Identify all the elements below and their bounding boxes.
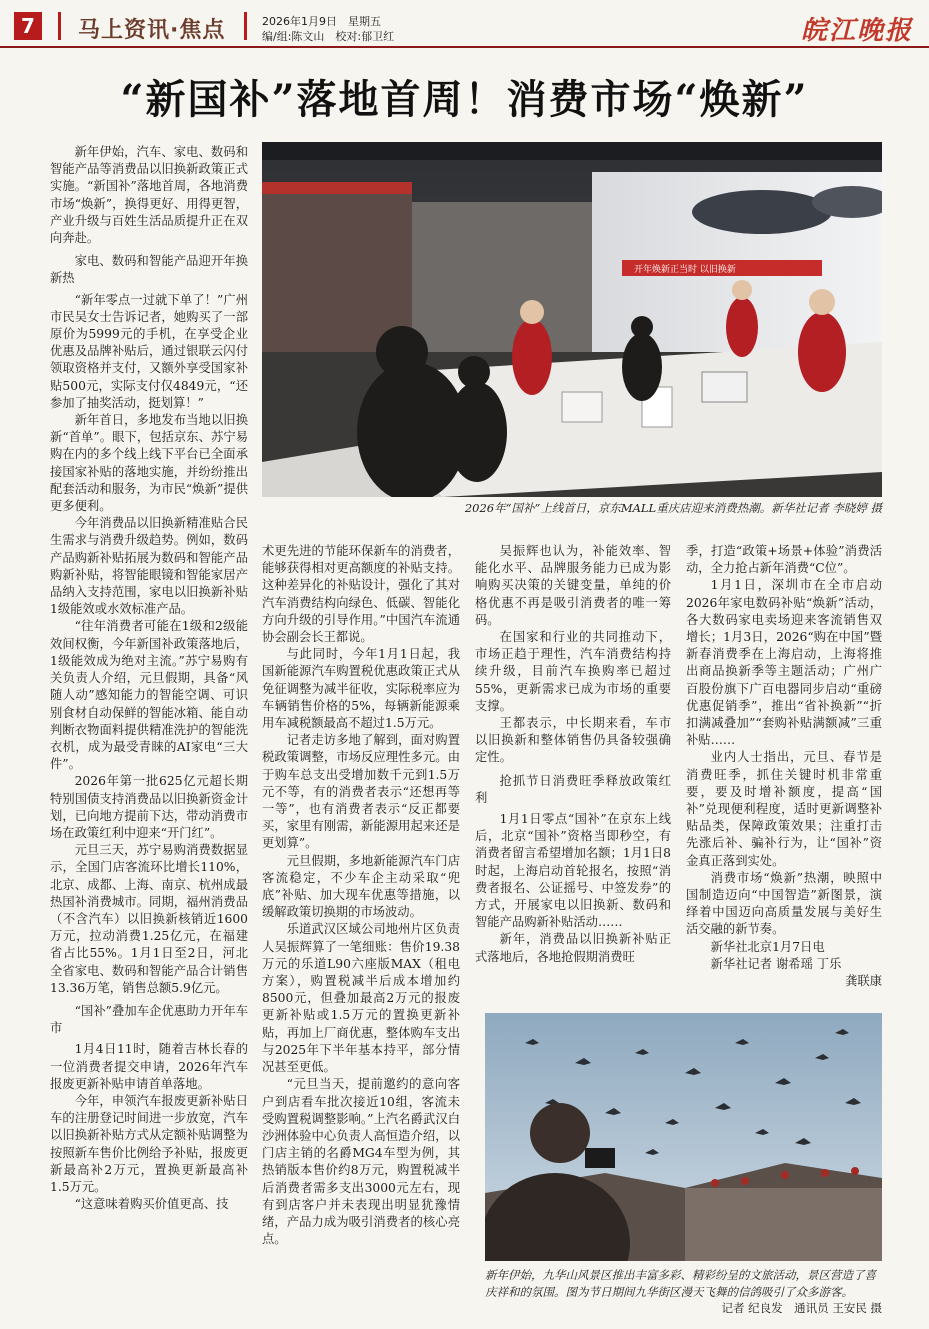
- paragraph: 消费市场“焕新”热潮，映照中国制造迈向“中国智造”新图景，演绎着中国迈向高质量发展与美好生活交融的新节奏。: [686, 870, 882, 937]
- paragraph: 新年首日，多地发布当地以旧换新“首单”。眼下，包括京东、苏宁易购在内的多个线上线下平台已全面承接国家补贴的落地实施，并纷纷推出配套活动和服务，为市民“焕新”提供更多便利。: [50, 413, 248, 514]
- article-column-4: [686, 543, 882, 990]
- paragraph: 1月1日，深圳市在全市启动2026年家电数码补贴“焕新”活动，各大数码家电卖场迎来客流销售双增长；1月3日，2026“购在中国”暨新春消费季在上海启动，上海将推出商品换新季等主题活动；广州广百股份旗下广百电器同步启动“重磅优惠促销季”，推出“省补换新”“折扣满减叠加”“套购补贴满额减”三重补贴……: [686, 578, 882, 748]
- paragraph: “元旦当天，提前邀约的意向客户到店看车批次接近10组，客流未受购置税调整影响。”上汽名爵武汉白沙洲体验中心负责人高恒造介绍，以门店主销的名爵MG4车型为例，其热销版本售价约8万元，购置税减半后消费者需多支出3000元左右，现有到店客户并未表现出明显犹豫情绪，产品力成为吸引消费者的核心亮点。: [262, 1077, 460, 1247]
- store-photo-image: [262, 142, 882, 497]
- section-title: 马上资讯·焦点: [78, 18, 226, 43]
- pigeons-photo: [485, 1013, 882, 1261]
- paragraph: 业内人士指出，元旦、春节是消费旺季，抓住关键时机非常重要，要及时增补额度，提高“国补”兑现便利程度，适时更新调整补贴品类，保障政策效果；注重打击先涨后补、骗补行为，让“国补”资金真正落到实处。: [686, 750, 882, 868]
- subheading: “国补”叠加车企优惠助力开年车市: [50, 1003, 248, 1036]
- paragraph: 术更先进的节能环保新车的消费者，能够获得相对更高额度的补贴支持。这种差异化的补贴设计，强化了其对汽车消费结构向绿色、低碳、智能化方向升级的引导作用。”中国汽车流通协会副会长王都说。: [262, 544, 460, 645]
- paragraph: 吴振辉也认为，补能效率、智能化水平、品牌服务能力已成为影响购买决策的关键变量，单纯的价格优惠不再是吸引消费者的唯一筹码。: [475, 544, 671, 627]
- paragraph: 元旦假期，多地新能源汽车门店客流稳定，不少车企主动采取“兜底”补贴、加大现车优惠等措施，以缓解政策切换期的市场波动。: [262, 853, 460, 920]
- byline: 新华社记者 谢希瑶 丁乐: [710, 956, 842, 971]
- paragraph: 季，打造“政策+场景+体验”消费活动，全力抢占新年消费“C位”。: [686, 544, 882, 576]
- paragraph: 在国家和行业的共同推动下，市场正趋于理性，汽车消费结构持续升级，目前汽车换购率已超过55%，更新需求已成为市场的重要支撑。: [475, 630, 671, 713]
- photo-caption: 2026年“国补”上线首日，京东MALL重庆店迎来消费热潮。新华社记者 李晓婷 摄: [464, 501, 882, 515]
- subheading: 家电、数码和智能产品迎开年换新热: [50, 254, 248, 286]
- header-divider: [58, 12, 61, 40]
- paragraph: “往年消费者可能在1级和2级能效间权衡，今年新国补政策落地后，1级能效成为绝对主流。”苏宁易购有关负责人介绍，元旦假期，具备“风随人动”感知能力的智能空调、可识别食材自动保鲜的智能冰箱、能自动判断衣物面料提供精准洗护的智能洗衣机，成为最受青睐的AI家电“三大件”。: [50, 619, 248, 772]
- article-column-3: [475, 543, 671, 966]
- paragraph: “这意味着购买价值更高、技: [74, 1197, 229, 1212]
- article-column-2: [262, 543, 460, 1248]
- store-photo: [262, 142, 882, 497]
- headline: “新国补”落地首周！消费市场“焕新”: [120, 76, 809, 123]
- photo-caption: [485, 1267, 882, 1317]
- paragraph: 记者走访多地了解到，面对购置税政策调整，市场反应理性多元。由于购车总支出受增加数千元到1.5万元不等，有的消费者表示“还想再等一等”，也有消费者表示“反正都要买，家里有刚需，新能源用起来还是更划算”。: [262, 733, 460, 851]
- paragraph: 乐道武汉区域公司地州片区负责人吴振辉算了一笔细账：售价19.38万元的乐道L90六座版MAX（租电方案），购置税减半后成本增加约8500元，但叠加最高2万元的报废更新补贴或1.5万元的置换更新补贴，再加上厂商优惠，整体购车支出与2025年下半年基本持平，部分情况甚至更低。: [262, 922, 460, 1075]
- header-rule: [0, 46, 929, 48]
- editor-credits: 编/组:陈文山 校对:郁卫红: [262, 30, 395, 43]
- page-header: [0, 0, 929, 48]
- paragraph: 今年消费品以旧换新精准贴合民生需求与消费升级趋势。例如，数码产品购新补贴拓展为数码和智能产品购新补贴，将智能眼镜和智能家居产品纳入支持范围，家电以旧换新补贴1级能效或水效标准产品。: [50, 516, 248, 617]
- paragraph: 与此同时，今年1月1日起，我国新能源汽车购置税优惠政策正式从免征调整为减半征收，实际税率应为车辆销售价格的5%，每辆新能源乘用车减税额最高不超过1.5万元。: [262, 647, 460, 731]
- paragraph: 元旦三天，苏宁易购消费数据显示，全国门店客流环比增长110%，北京、成都、上海、南京、杭州成最热国补消费城市。同期，福州消费品（不含汽车）以旧换新核销近1600万元，拉动消费1.25亿元，在福建省占比55%。1月1日至2日，河北全省家电、数码和智能产品合计销售13.36万笔，销售总额5.9亿元。: [50, 843, 248, 995]
- dateline: 新华社北京1月7日电: [710, 939, 825, 954]
- byline: 龚联康: [845, 974, 882, 989]
- paragraph: “新年零点一过就下单了！”广州市民吴女士告诉记者，她购买了一部原价为5999元的手机，在享受企业优惠及品牌补贴后，通过银联云闪付领取资格并支付，又额外享受国家补贴500元，实际支付仅4849元，“还参加了抽奖活动，挺划算！”: [50, 292, 248, 410]
- header-divider: [244, 12, 247, 40]
- caption-text: 新年伊始，九华山风景区推出丰富多彩、精彩纷呈的文旅活动，景区营造了喜庆祥和的氛围。图为节日期间九华街区漫天飞舞的信鸽吸引了众多游客。: [485, 1268, 876, 1299]
- paragraph: 1月4日11时，随着吉林长春的一位消费者提交申请，2026年汽车报废更新补贴申请首单落地。: [50, 1042, 248, 1091]
- paragraph: 2026年第一批625亿元超长期特别国债支持消费品以旧换新资金计划，已向地方提前下达，带动消费市场在政策红利中迎来“开门红”。: [50, 774, 248, 840]
- store-sign-text: 开年焕新正当时 以旧换新: [634, 265, 736, 275]
- photo-credit: 记者 纪良发 通讯员 王安民 摄: [721, 1301, 882, 1315]
- paragraph: 今年，申领汽车报废更新补贴日车的注册登记时间进一步放宽，汽车以旧换新补贴方式从定额补贴调整为按照新车售价比例给予补贴，报废更新最高补2万元，置换更新最高补1.5万元。: [50, 1093, 248, 1194]
- paragraph: 1月1日零点“国补”在京东上线后，北京“国补”资格当即秒空，有消费者留言希望增加名额；1月1日8时起，上海启动首轮报名，按照“消费者报名、公证摇号、中签发券”的方式，开展家电以旧换新、数码和智能产品购新补贴活动……: [475, 812, 671, 930]
- subheading: 抢抓节日消费旺季释放政策红利: [475, 773, 671, 805]
- article-column-1: [50, 144, 248, 1213]
- issue-date: 2026年1月9日 星期五: [262, 15, 381, 28]
- newspaper-logo: 皖江晚报: [800, 16, 913, 46]
- paragraph: 新年伊始，汽车、家电、数码和智能产品等消费品以旧换新政策正式实施。“新国补”落地首周，各地消费市场“焕新”，换得更好、用得更智，产业升级与百姓生活品质提升正在双向奔赴。: [50, 145, 248, 246]
- paragraph: 王都表示，中长期来看，车市以旧换新和整体销售仍具备较强确定性。: [475, 716, 671, 765]
- pigeons-photo-image: [485, 1013, 882, 1261]
- page-number: 7: [14, 12, 42, 40]
- paragraph: 新年，消费品以旧换新补贴正式落地后，各地抢假期消费旺: [475, 932, 671, 964]
